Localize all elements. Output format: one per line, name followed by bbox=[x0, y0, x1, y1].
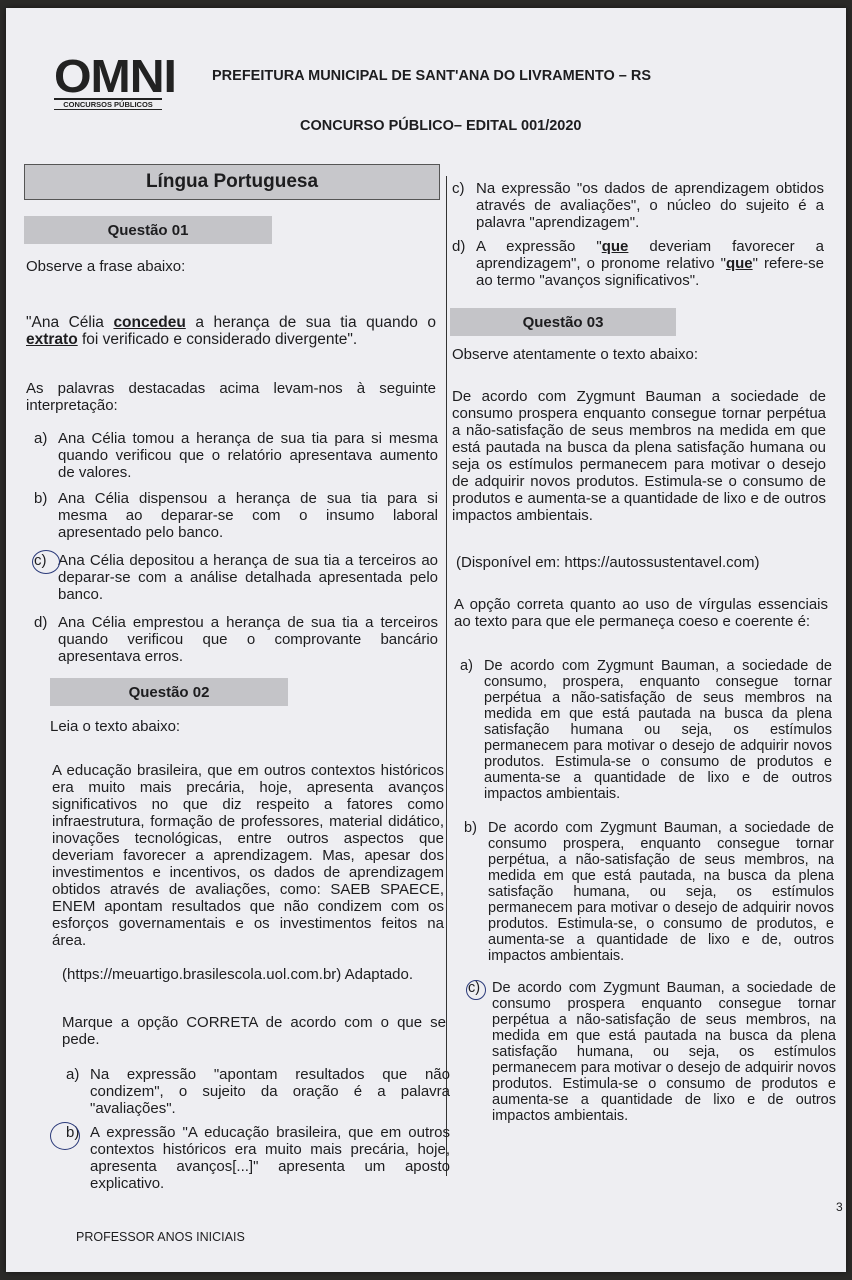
q1-quote: "Ana Célia concedeu a herança de sua tia quando o extrato foi verificado e considerado divergente". bbox=[26, 314, 436, 348]
answer-mark-circle bbox=[466, 980, 486, 1000]
subject-title: Língua Portuguesa bbox=[24, 164, 440, 200]
q2-intro: Leia o texto abaixo: bbox=[50, 718, 181, 735]
q1-option-d[interactable]: d) Ana Célia emprestou a herança de sua tia a terceiros quando verificou que o comprovante bancário apresentava erros. bbox=[34, 614, 438, 665]
q2-source: (https://meuartigo.brasilescola.uol.com.br) Adaptado. bbox=[62, 966, 414, 983]
q2-option-c[interactable]: c) Na expressão "os dados de aprendizagem obtidos através de avaliações", o núcleo do sujeito é a palavra "aprendizagem". bbox=[452, 180, 824, 231]
q1-prompt: As palavras destacadas acima levam-nos à seguinte interpretação: bbox=[26, 380, 436, 414]
column-divider bbox=[446, 176, 447, 1176]
q3-prompt: A opção correta quanto ao uso de vírgulas essenciais ao texto para que ele permaneça coeso e coerente é: bbox=[454, 596, 828, 630]
q3-option-c[interactable]: c) De acordo com Zygmunt Bauman, a sociedade de consumo prospera enquanto consegue tornar perpétua a não-satisfação de seus membros, na medida em que está pautada na busca da plena satisfação humana, ou seja, os estímulos permanecem para motivar o desejo de adquirir novos produtos. Estimula-se o consumo de produtos e aumenta-se a quantidade de lixo e de outros impactos ambientais. bbox=[468, 980, 836, 1124]
logo-subtitle: CONCURSOS PÚBLICOS bbox=[54, 98, 162, 110]
q2-prompt: Marque a opção CORRETA de acordo com o que se pede. bbox=[62, 1014, 446, 1048]
question-02-title: Questão 02 bbox=[50, 678, 288, 706]
q3-text: De acordo com Zygmunt Bauman a sociedade de consumo prospera enquanto consegue tornar perpétua a não-satisfação de seus membros na medida em que está pautada na busca da plena satisfação humana ou seja os estímulos permanecem para motivar o desejo de adquirir novos produtos. Estimula-se o consumo de produtos e aumenta-se a quantidade de lixo e de outros impactos ambientais. bbox=[452, 388, 826, 524]
footer-role: PROFESSOR ANOS INICIAIS bbox=[76, 1230, 245, 1244]
question-03-title: Questão 03 bbox=[450, 308, 676, 336]
q3-option-a[interactable]: a) De acordo com Zygmunt Bauman, a sociedade de consumo, prospera, enquanto consegue tornar perpétua a não-satisfação de seus membros na medida em que está pautada na busca da plena satisfação humana ou seja, os estímulos permanecem para motivar o desejo de adquirir novos produtos. Estimula-se o consumo de produtos e aumenta-se a quantidade de lixo e de outros impactos ambientais. bbox=[460, 658, 832, 802]
question-01-title: Questão 01 bbox=[24, 216, 272, 244]
logo-text: OMNI bbox=[54, 50, 176, 102]
header-prefeitura: PREFEITURA MUNICIPAL DE SANT'ANA DO LIVRAMENTO – RS bbox=[212, 68, 652, 84]
q1-option-a[interactable]: a) Ana Célia tomou a herança de sua tia para si mesma quando verificou que o relatório apresentava aumento de valores. bbox=[34, 430, 438, 481]
q1-option-b[interactable]: b) Ana Célia dispensou a herança de sua tia para si mesma ao deparar-se com o insumo laboral apresentado pelo banco. bbox=[34, 490, 438, 541]
q3-source: (Disponível em: https://autossustentavel.com) bbox=[456, 554, 760, 571]
q2-option-d[interactable]: d) A expressão "que deveriam favorecer a aprendizagem", o pronome relativo "que" refere-se ao termo "avanços significativos". bbox=[452, 238, 824, 289]
answer-mark-circle bbox=[32, 550, 60, 574]
q2-option-a[interactable]: a) Na expressão "apontam resultados que não condizem", o sujeito da oração é a palavra "avaliações". bbox=[66, 1066, 450, 1117]
answer-mark-circle bbox=[50, 1122, 80, 1150]
q3-intro: Observe atentamente o texto abaixo: bbox=[452, 346, 698, 363]
q2-text: A educação brasileira, que em outros contextos históricos era muito mais precária, hoje, apresenta avanços significativos no que diz respeito a fatores como infraestrutura, formação de professores, material didático, inovações tecnológicas, entre outros aspectos que deveriam favorecer a aprendizagem. Mas, apesar dos investimentos e incentivos, os dados de aprendizagem obtidos através de avaliações, como: SAEB SPAECE, ENEM apontam resultados que não condizem com os esforços governamentais e os investimentos feitos na área. bbox=[52, 762, 444, 949]
q1-option-c[interactable]: c) Ana Célia depositou a herança de sua tia a terceiros ao deparar-se com a análise detalhada apresentada pelo banco. bbox=[34, 552, 438, 603]
q3-option-b[interactable]: b) De acordo com Zygmunt Bauman, a sociedade de consumo prospera, enquanto consegue tornar perpétua, a não-satisfação de seus membros, na medida em que está pautada, na busca da plena satisfação humana, ou seja, os estímulos permanecem para motivar o desejo de adquirir novos produtos. Estimula-se, o consumo de produtos, e aumenta-se a quantidade de lixo e de, outros impactos ambientais. bbox=[464, 820, 834, 964]
page-number: 3 bbox=[836, 1200, 843, 1214]
q2-option-b[interactable]: b) A expressão "A educação brasileira, que em outros contextos históricos era muito mais precária, hoje, apresenta avanços[...]" apresenta um aposto explicativo. bbox=[66, 1124, 450, 1192]
exam-page bbox=[6, 8, 846, 1272]
omni-logo bbox=[54, 50, 176, 110]
header-edital: CONCURSO PÚBLICO– EDITAL 001/2020 bbox=[300, 118, 582, 134]
q1-intro: Observe a frase abaixo: bbox=[26, 258, 186, 275]
